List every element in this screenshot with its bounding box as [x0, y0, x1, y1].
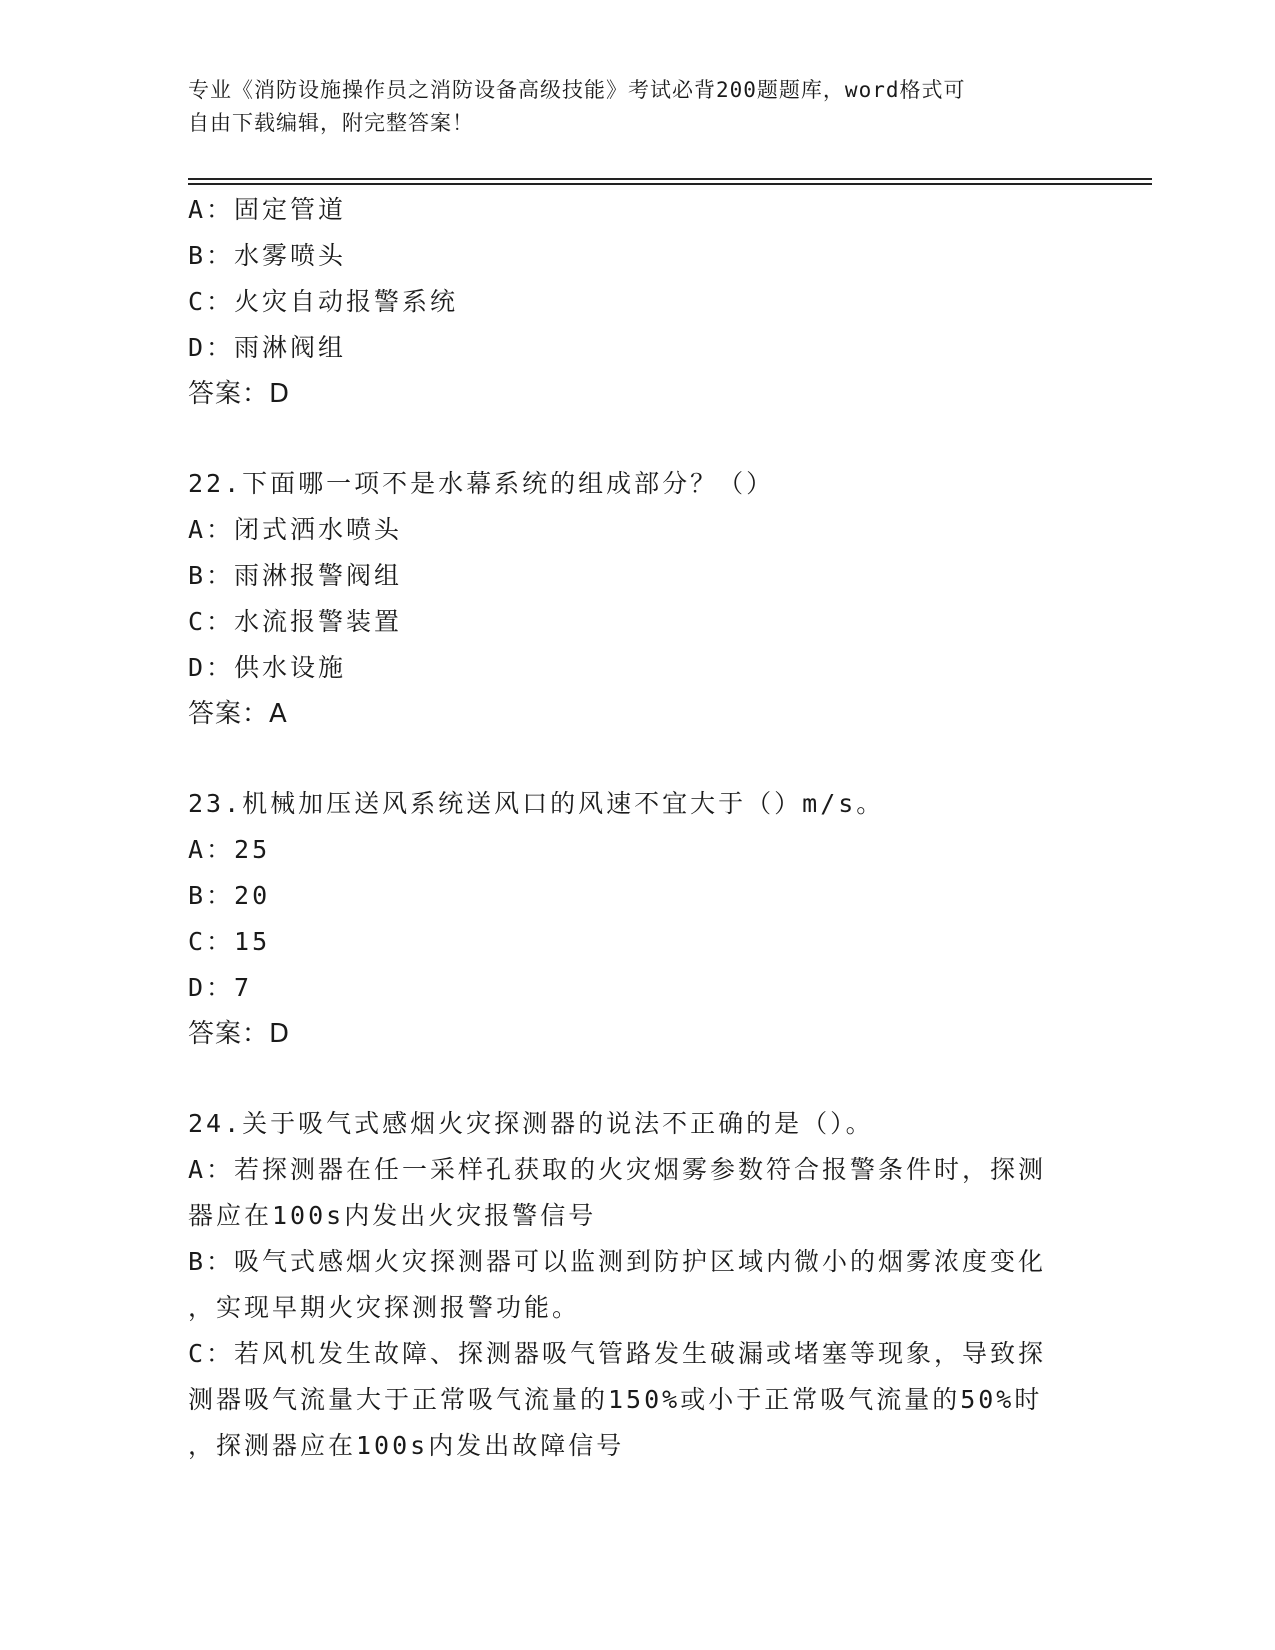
option-b-line-1: B：吸气式感烟火灾探测器可以监测到防护区域内微小的烟雾浓度变化 [188, 1247, 1047, 1276]
option-c: C：火灾自动报警系统 [188, 287, 459, 316]
question-list [188, 187, 1088, 1469]
answer-line: 答案：A [188, 699, 288, 729]
answer-line: 答案：D [188, 1019, 291, 1049]
option-b: B：20 [188, 881, 271, 910]
question-text: 22.下面哪一项不是水幕系统的组成部分？（） [188, 469, 775, 498]
option-a-line-2: 器应在100s内发出火灾报警信号 [188, 1201, 597, 1230]
option-c: C：水流报警装置 [188, 607, 403, 636]
spacer [188, 737, 1088, 781]
option-c: C：15 [188, 927, 271, 956]
option-a: A：闭式洒水喷头 [188, 515, 403, 544]
question-text: 23.机械加压送风系统送风口的风速不宜大于（）m/s。 [188, 789, 885, 818]
option-b-line-2: ，实现早期火灾探测报警功能。 [188, 1293, 581, 1322]
option-a: A：固定管道 [188, 195, 347, 224]
header-divider-bottom [188, 183, 1152, 185]
header-title-line-1: 专业《消防设施操作员之消防设备高级技能》考试必背200题题库，word格式可 [188, 78, 966, 102]
header-title-line-2: 自由下载编辑，附完整答案！ [188, 111, 474, 135]
option-c-line-1: C：若风机发生故障、探测器吸气管路发生破漏或堵塞等现象，导致探 [188, 1339, 1047, 1368]
option-d: D：供水设施 [188, 653, 347, 682]
option-c-line-3: ，探测器应在100s内发出故障信号 [188, 1431, 625, 1460]
option-b: B：雨淋报警阀组 [188, 561, 403, 590]
option-a-line-1: A：若探测器在任一采样孔获取的火灾烟雾参数符合报警条件时，探测 [188, 1155, 1047, 1184]
option-d: D：7 [188, 973, 253, 1002]
spacer [188, 1057, 1088, 1101]
spacer [188, 417, 1088, 461]
option-a: A：25 [188, 835, 271, 864]
header-divider-top [188, 178, 1152, 180]
option-c-line-2: 测器吸气流量大于正常吸气流量的150%或小于正常吸气流量的50%时 [188, 1385, 1043, 1414]
answer-line: 答案：D [188, 379, 291, 409]
question-22-block [188, 461, 1088, 737]
question-text: 24.关于吸气式感烟火灾探测器的说法不正确的是（）。 [188, 1109, 874, 1138]
question-24-block [188, 1101, 1088, 1469]
document-header [188, 74, 1088, 140]
option-d: D：雨淋阀组 [188, 333, 347, 362]
question-23-block [188, 781, 1088, 1057]
option-b: B：水雾喷头 [188, 241, 347, 270]
question-21-block [188, 187, 1088, 417]
